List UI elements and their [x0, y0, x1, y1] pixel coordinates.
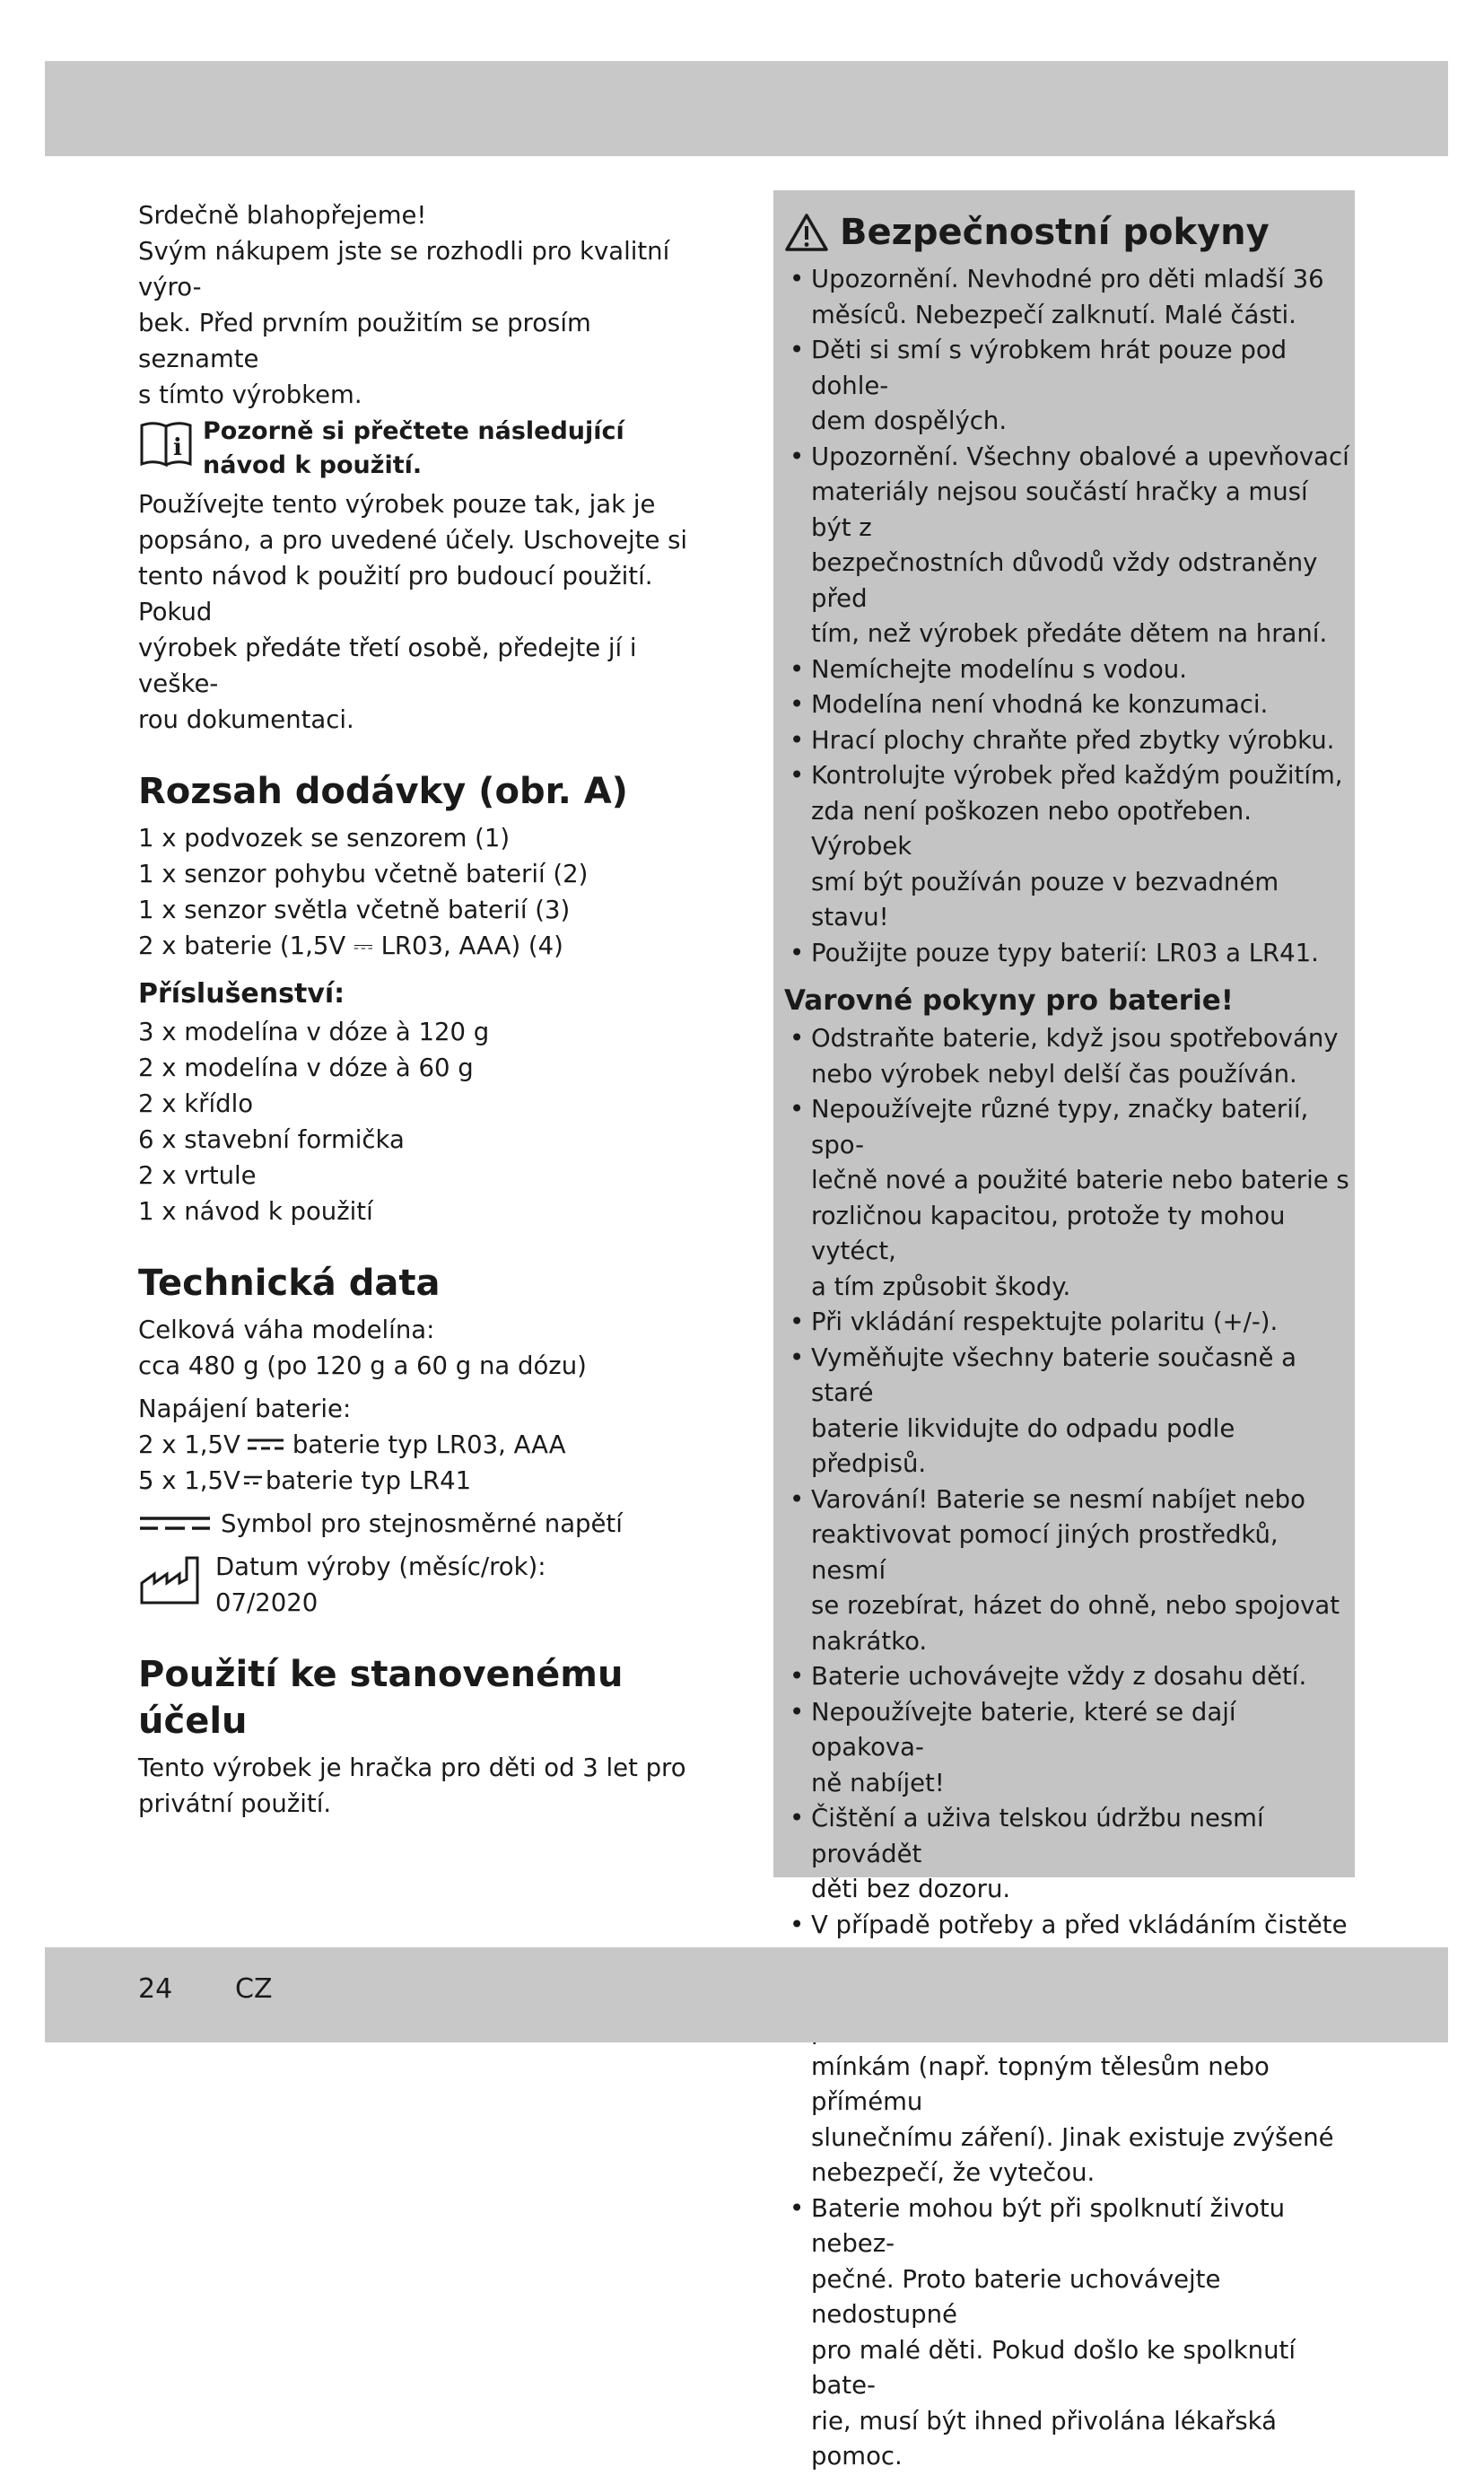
intro-line: Svým nákupem jste se rozhodli pro kvalitní výro-	[138, 237, 670, 302]
list-item: • Čištění a uživa telskou údržbu nesmí provádět děti bez dozoru.	[784, 1801, 1349, 1908]
accessory-item: 2 x modelína v dóze à 60 g	[138, 1054, 474, 1082]
header-band	[45, 61, 1448, 156]
list-item: • Děti si smí s výrobkem hrát pouze pod dohle- dem dospělých.	[784, 333, 1349, 440]
list-item: • Nemíchejte modelínu s vodou.	[784, 652, 1349, 688]
weight-label: Celková váha modelína:	[138, 1316, 435, 1344]
dc-symbol-icon	[246, 1436, 285, 1454]
svg-text:i: i	[173, 434, 182, 461]
read-instructions-note	[138, 415, 712, 483]
list-item: • Baterie uchovávejte vždy z dosahu dětí.	[784, 1659, 1349, 1695]
list-item: • Při vkládání respektujte polaritu (+/-).	[784, 1305, 1349, 1341]
dc-symbol-small-icon	[242, 1472, 264, 1490]
intended-use-heading: Použití ke stanovenému účelu	[138, 1654, 624, 1742]
intended-use-line: Tento výrobek je hračka pro děti od 3 let pro	[138, 1753, 686, 1782]
page-number: 24	[138, 1973, 173, 2005]
list-item: • Baterie mohou být při spolknutí životu nebez- pečné. Proto baterie uchovávejte nedostupné pro malé děti. Pokud došlo ke spolknutí bate- rie, musí být ihned přivolána lékařská pomoc.	[784, 2191, 1349, 2475]
power-label: Napájení baterie:	[138, 1395, 352, 1423]
warning-triangle-icon	[784, 213, 829, 252]
manual-info-icon	[138, 418, 194, 468]
list-item: • V případě potřeby a před vkládáním čistěte	[784, 1908, 1349, 1979]
manufacture-label: Datum výroby (měsíc/rok):	[215, 1552, 546, 1581]
list-item: • Nepoužívejte různé typy, značky baterií, spo- lečně nové a použité baterie nebo baterie s rozličnou kapacitou, protože ty mohou vytéct, a tím způsobit škody.	[784, 1092, 1349, 1305]
usage-line: Používejte tento výrobek pouze tak, jak je	[138, 490, 656, 519]
dc-symbol-legend: Symbol pro stejnosměrné napětí	[138, 1506, 712, 1542]
usage-line: popsáno, a pro uvedené účely. Uschovejte si	[138, 526, 688, 555]
list-item: • Hrací plochy chraňte před zbytky výrobku.	[784, 723, 1349, 759]
delivery-item: 1 x senzor světla včetně baterií (3)	[138, 896, 571, 924]
usage-line: tento návod k použití pro budoucí použití. Pokud	[138, 562, 653, 626]
technical-heading: Technická data	[138, 1263, 441, 1304]
intro-line: s tímto výrobkem.	[138, 380, 362, 409]
list-item: • Upozornění. Všechny obalové a upevňovací materiály nejsou součástí hračky a musí být z bezpečnostních důvodů vždy odstraněny před tím, než výrobek předáte dětem na hraní.	[784, 440, 1349, 652]
list-item: • Použijte pouze typy baterií: LR03 a LR41.	[784, 936, 1349, 972]
battery-warning-heading: Varovné pokyny pro baterie!	[784, 984, 1234, 1017]
accessories-heading: Příslušenství:	[138, 978, 345, 1010]
manufacture-date	[138, 1549, 712, 1621]
power-line-1: 2 x 1,5V baterie typ LR03, AAA	[138, 1430, 566, 1459]
accessory-item: 1 x návod k použití	[138, 1197, 373, 1226]
intro-line: bek. Před prvním použitím se prosím seznamte	[138, 309, 591, 373]
left-column	[138, 197, 712, 1822]
factory-icon	[138, 1552, 203, 1606]
usage-line: rou dokumentaci.	[138, 705, 354, 734]
list-item: • Vyměňujte všechny baterie současně a staré baterie likvidujte do odpadu podle předpisů.	[784, 1341, 1349, 1482]
safety-box	[773, 190, 1355, 2471]
list-item: • Odstraňte baterie, když jsou spotřebovány nebo výrobek nebyl delší čas používán.	[784, 1021, 1349, 1092]
dc-symbol-icon	[138, 1513, 212, 1535]
delivery-item: 1 x senzor pohybu včetně baterií (2)	[138, 860, 589, 888]
manufacture-value: 07/2020	[215, 1588, 319, 1617]
safety-list	[784, 262, 1349, 971]
read-note-line: Pozorně si přečtete následující	[203, 417, 624, 445]
list-item: • Upozornění. Nevhodné pro děti mladší 36 měsíců. Nebezpečí zalknutí. Malé části.	[784, 262, 1349, 333]
language-code: CZ	[235, 1973, 273, 2005]
list-item: • Varování! Baterie se nesmí nabíjet nebo reaktivovat pomocí jiných prostředků, nesmí se rozebírat, házet do ohně, nebo spojovat nakrátko.	[784, 1482, 1349, 1660]
usage-line: výrobek předáte třetí osobě, předejte jí i veške-	[138, 634, 637, 698]
battery-warning-list	[784, 1021, 1349, 2475]
accessory-item: 2 x křídlo	[138, 1089, 254, 1118]
read-note-line: návod k použití.	[203, 451, 423, 479]
power-line-2: 5 x 1,5V baterie typ LR41	[138, 1466, 472, 1495]
list-item: • Nepoužívejte baterie, které se dají opakova- ně nabíjet!	[784, 1695, 1349, 1802]
accessory-item: 6 x stavební formička	[138, 1125, 405, 1154]
list-item: • Kontrolujte výrobek před každým použitím, zda není poškozen nebo opotřeben. Výrobek smí být používán pouze v bezvadném stavu!	[784, 758, 1349, 936]
list-item: • mínkám (např. topným tělesům nebo přímému slunečnímu záření). Jinak existuje zvýšené nebezpečí, že vytečou.	[784, 1979, 1349, 2191]
list-item: • Modelína není vhodná ke konzumaci.	[784, 687, 1349, 723]
delivery-item: 2 x baterie (1,5V ⎓ LR03, AAA) (4)	[138, 931, 563, 960]
delivery-heading: Rozsah dodávky (obr. A)	[138, 771, 628, 812]
greeting: Srdečně blahopřejeme!	[138, 201, 427, 230]
safety-heading: Bezpečnostní pokyny	[784, 210, 1349, 255]
accessory-item: 3 x modelína v dóze à 120 g	[138, 1018, 490, 1046]
intended-use-line: privátní použití.	[138, 1789, 332, 1818]
delivery-item: 1 x podvozek se senzorem (1)	[138, 824, 511, 853]
accessory-item: 2 x vrtule	[138, 1161, 257, 1190]
weight-value: cca 480 g (po 120 g a 60 g na dózu)	[138, 1351, 587, 1380]
